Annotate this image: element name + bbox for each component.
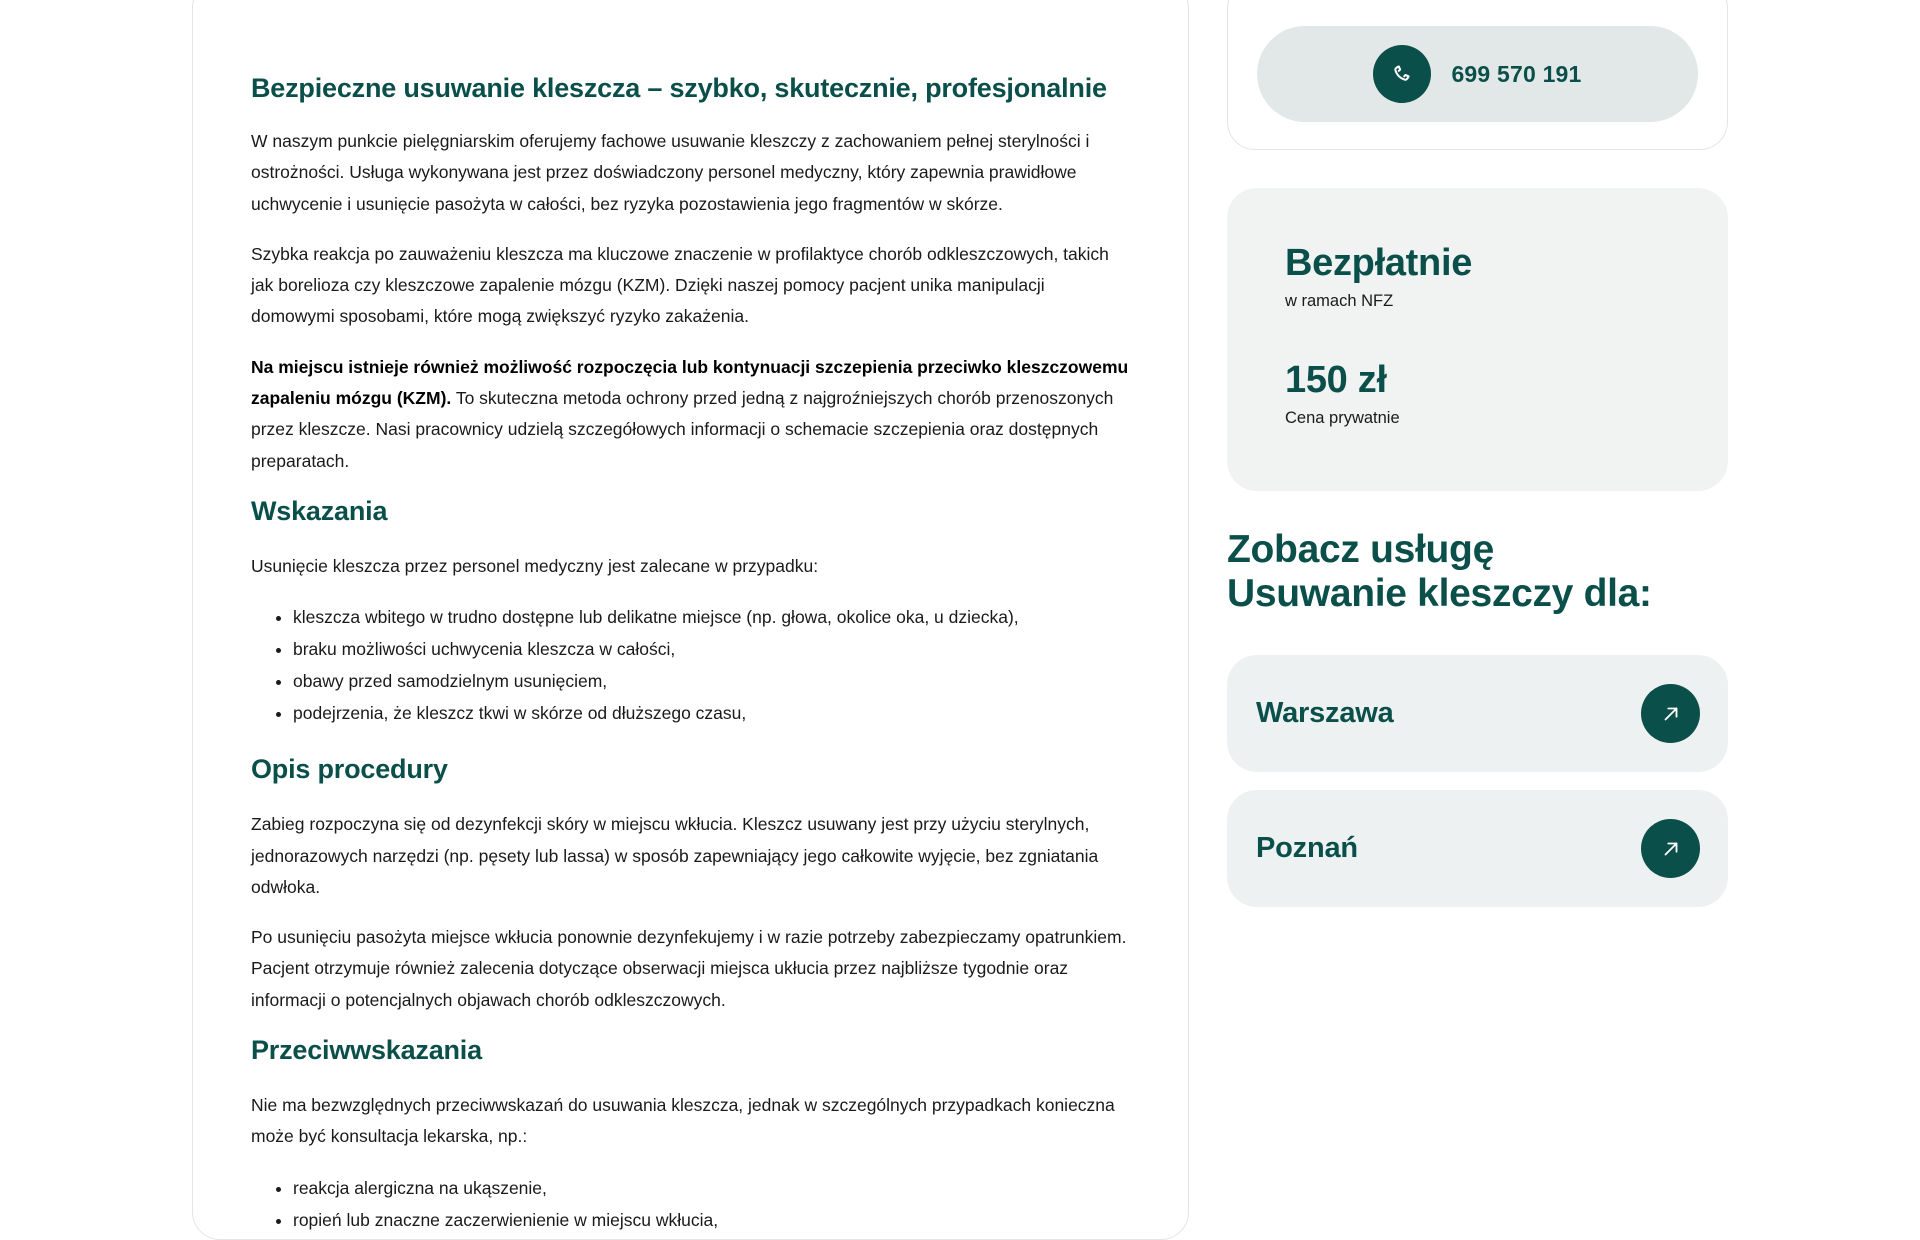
city-name: Warszawa (1256, 697, 1394, 729)
vaccination-highlight: Na miejscu istnieje również możliwość rozpoczęcia lub kontynuacji szczepienia przeciwko kleszczowemu zapaleniu mózgu (KZM). (251, 356, 1129, 409)
city-link-warszawa[interactable] (1227, 655, 1728, 772)
intro-paragraph-3 (251, 352, 1130, 477)
list-item: • ropień lub znaczne zaczerwienienie w miejscu wkłucia, (293, 1204, 1130, 1236)
price-free-sub: w ramach NFZ (1285, 292, 1394, 310)
price-free-label: Bezpłatnie (1285, 242, 1473, 284)
phone-card (1227, 0, 1728, 150)
contraindications-heading: Przeciwwskazania (251, 1035, 482, 1066)
indications-heading: Wskazania (251, 495, 388, 526)
phone-button[interactable] (1257, 26, 1698, 122)
indications-list (251, 601, 1130, 729)
price-nfz (1285, 244, 1728, 311)
list-item: • reakcja alergiczna na ukąszenie, (293, 1172, 1130, 1204)
arrow-up-right-icon[interactable] (1641, 819, 1700, 878)
phone-number: 699 570 191 (1451, 60, 1582, 87)
list-item: • obawy przed samodzielnym usunięciem, (293, 665, 1130, 697)
list-item: • kleszcza wbitego w trudno dostępne lub delikatne miejsce (np. głowa, okolice oka, u dziecka), (293, 601, 1130, 633)
price-private (1285, 361, 1728, 428)
price-private-sub: Cena prywatnie (1285, 409, 1400, 427)
see-service-line-2: Usuwanie kleszczy dla: (1227, 572, 1652, 615)
list-item: • podejrzenia, że kleszcz tkwi w skórze od dłuższego czasu, (293, 697, 1130, 729)
indications-intro: Usunięcie kleszcza przez personel medyczny jest zalecane w przypadku: (251, 555, 819, 576)
price-private-value: 150 zł (1285, 359, 1387, 401)
intro-paragraph-2: Szybka reakcja po zauważeniu kleszcza ma kluczowe znaczenie w profilaktyce chorób odkleszczowych, takich jak borelioza czy kleszczowe zapalenie mózgu (KZM). Dzięki naszej pomocy pacjent unika manipulacji domowymi sposobami, które mogą zwiększyć ryzyko zakażenia. (251, 243, 1109, 327)
article-card (192, 0, 1189, 1240)
contraindications-list (251, 1172, 1130, 1236)
vaccination-text: To skuteczna metoda ochrony przed jedną z najgroźniejszych chorób przenoszonych przez kleszcze. Nasi pracownicy udzielą szczegółowych informacji o schemacie szczepienia oraz dostępnych preparatach. (251, 388, 1114, 471)
procedure-paragraph-1: Zabieg rozpoczyna się od dezynfekcji skóry w miejscu wkłucia. Kleszcz usuwany jest przy użyciu sterylnych, jednorazowych narzędzi (np. pęsety lub lassa) w sposób zapewniający jego całkowite wyjęcie, bez zgniatania odwłoka. (251, 814, 1099, 897)
arrow-up-right-icon[interactable] (1641, 684, 1700, 743)
price-card (1227, 188, 1728, 491)
see-service-heading (1227, 528, 1652, 616)
article-title: Bezpieczne usuwanie kleszcza – szybko, skutecznie, profesjonalnie (251, 73, 1107, 103)
intro-paragraph-1: W naszym punkcie pielęgniarskim oferujemy fachowe usuwanie kleszczy z zachowaniem pełnej sterylności i ostrożności. Usługa wykonywana jest przez doświadczony personel medyczny, który zapewnia prawidłowe uchwycenie i usunięcie pasożyta w całości, bez ryzyka pozostawienia jego fragmentów w skórze. (251, 131, 1090, 214)
phone-icon (1373, 45, 1431, 103)
city-name: Poznań (1256, 832, 1358, 864)
contraindications-paragraph: Nie ma bezwzględnych przeciwwskazań do usuwania kleszcza, jednak w szczególnych przypadkach konieczna może być konsultacja lekarska, np.: (251, 1095, 1115, 1147)
procedure-heading: Opis procedury (251, 754, 448, 785)
procedure-paragraph-2: Po usunięciu pasożyta miejsce wkłucia ponownie dezynfekujemy i w razie potrzeby zabezpieczamy opatrunkiem. Pacjent otrzymuje również zalecenia dotyczące obserwacji miejsca ukłucia przez najbliższe tygodnie oraz informacji o potencjalnych objawach chorób odkleszczowych. (251, 927, 1127, 1010)
city-link-poznan[interactable] (1227, 790, 1728, 907)
list-item: • braku możliwości uchwycenia kleszcza w całości, (293, 633, 1130, 665)
see-service-line-1: Zobacz usługę (1227, 528, 1494, 571)
